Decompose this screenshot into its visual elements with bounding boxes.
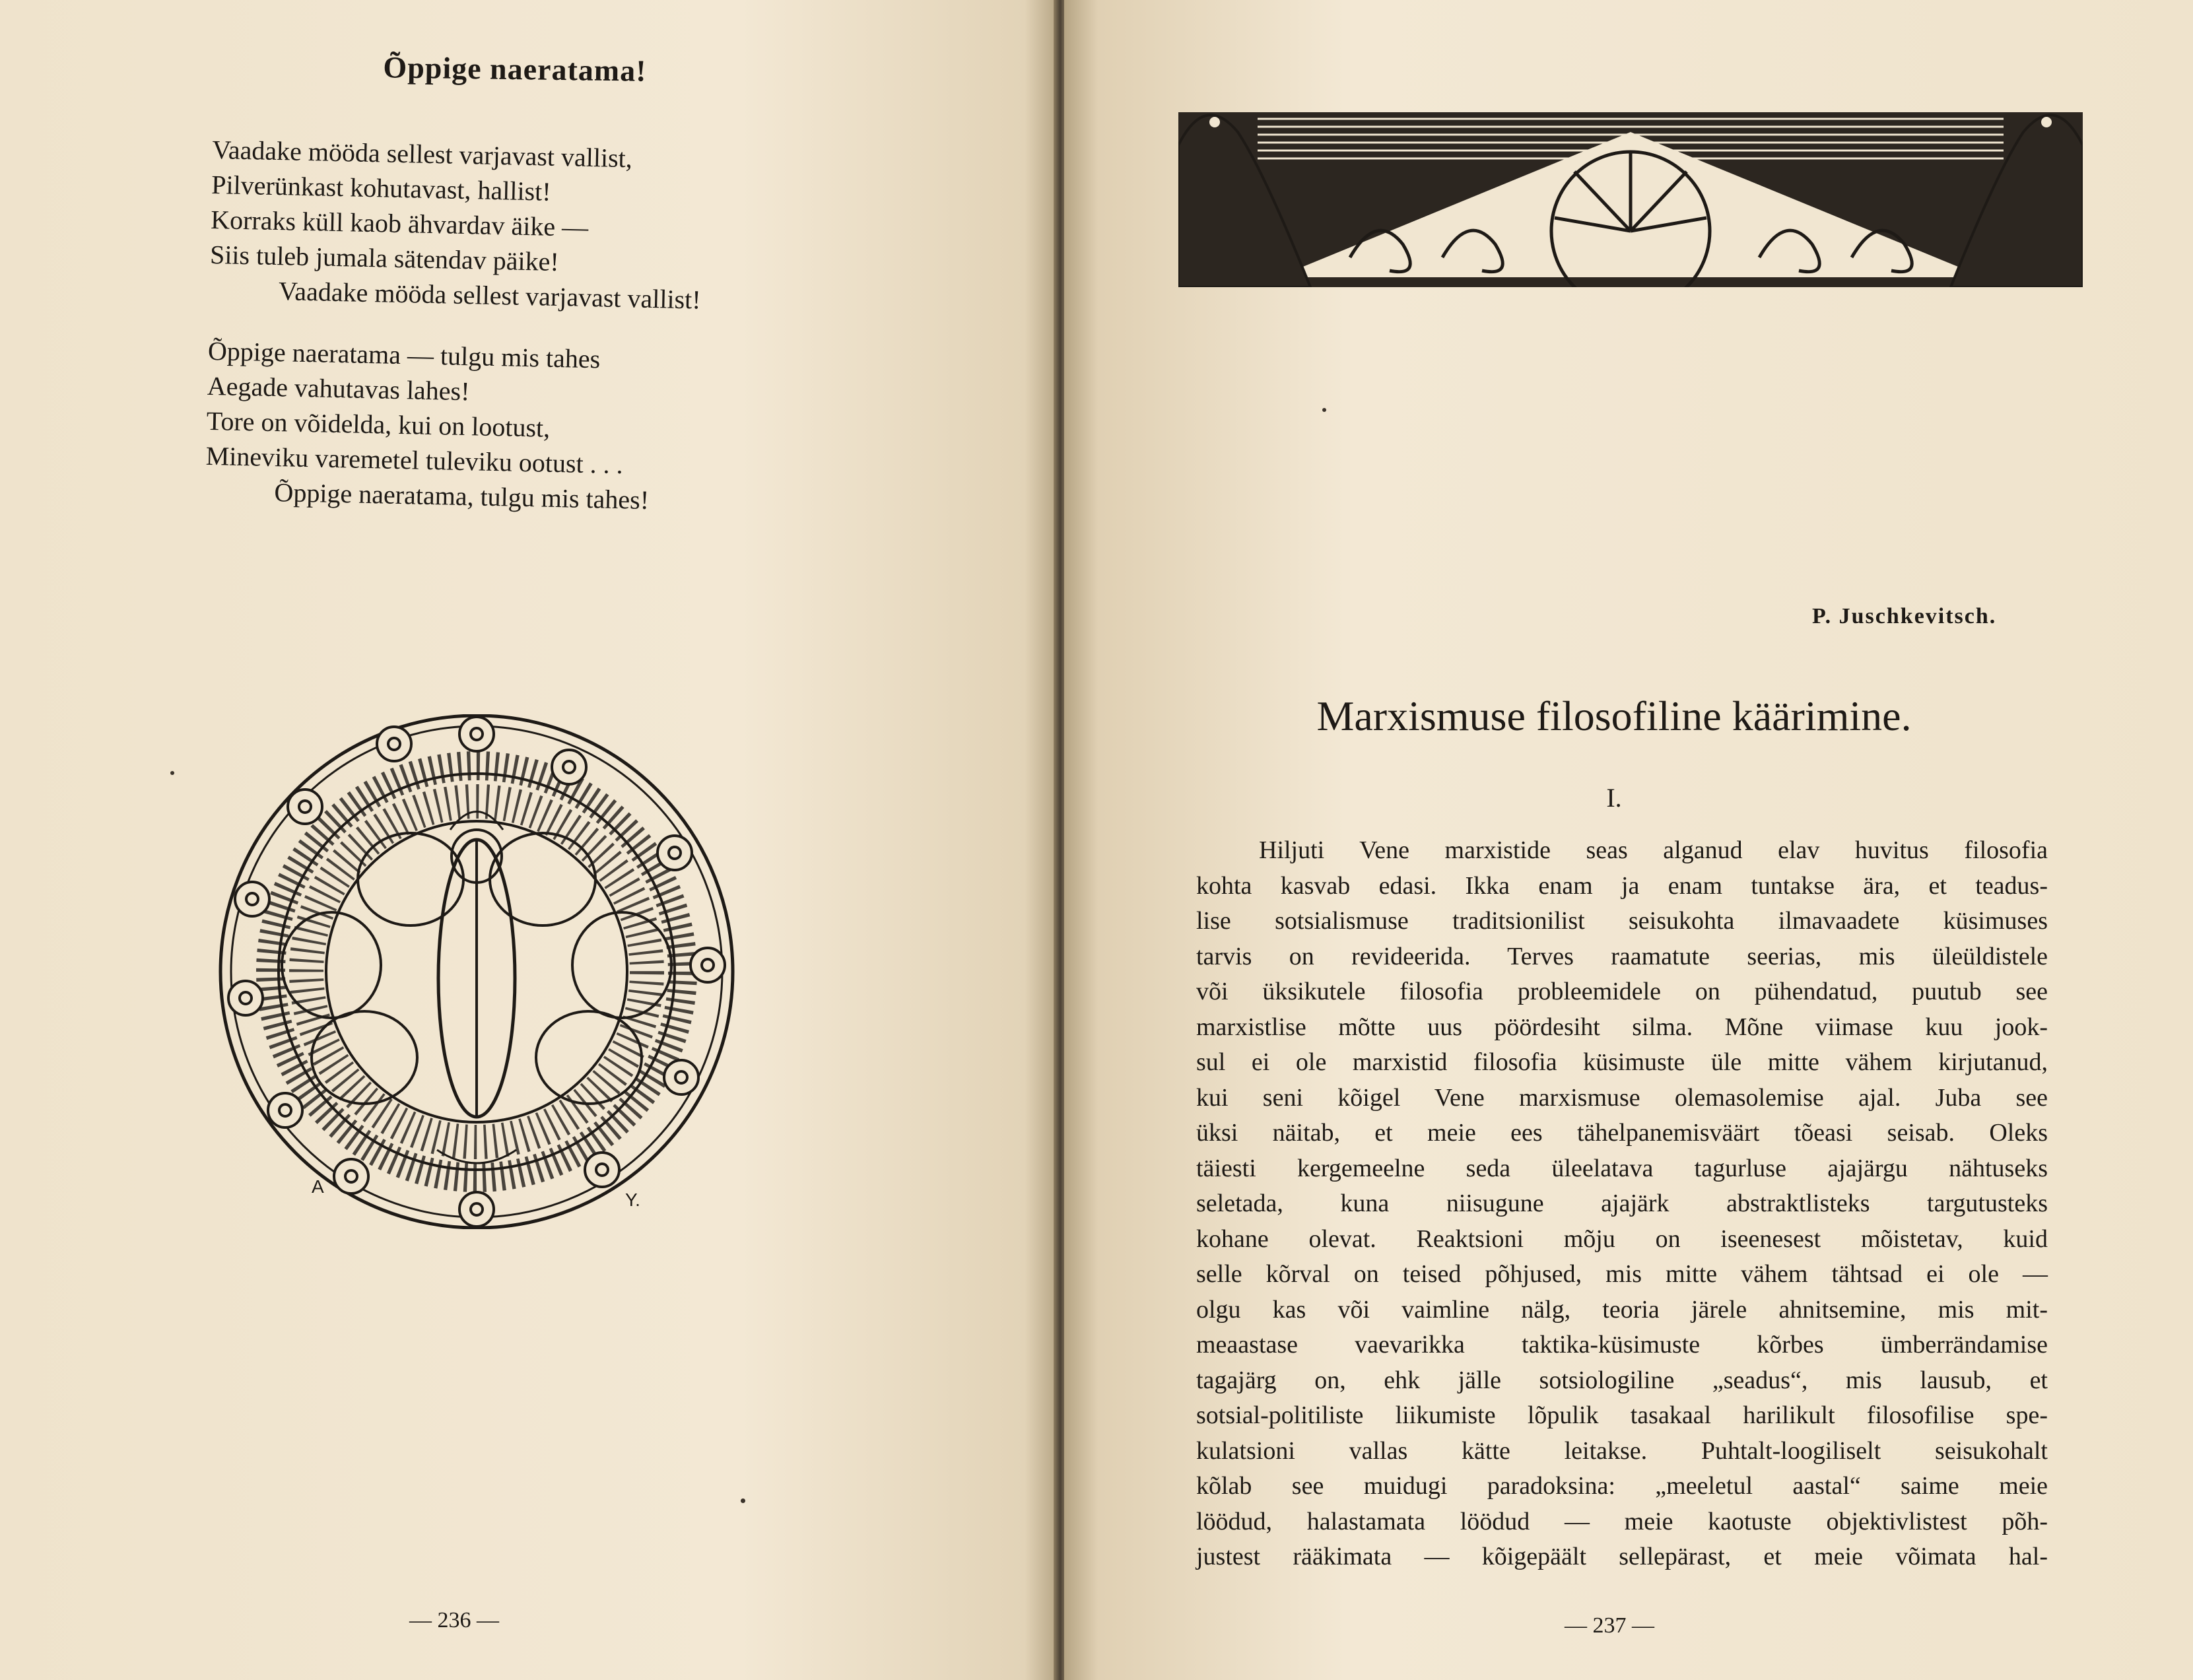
page-number-right: — 237 — [1565,1613,1654,1638]
body-line: sotsial-politiliste liikumiste lõpulik tasakaal harilikult filosofilise spe- [1196,1401,2048,1429]
monogram-left: A [312,1176,324,1197]
poem-line: Pilverünkast kohutavast, hallist! [211,169,552,207]
body-line: tarvis on revideerida. Terves raamatute seerias, mis üleüldistele [1196,942,2048,970]
body-line: meaastase vaevarikka taktika-küsimuste kõrbes ümberrändamise [1196,1331,2048,1359]
poem-title: Õppige naeratama! [383,50,647,88]
poem-line: Korraks küll kaob ähvardav äike — [210,204,589,242]
monogram-right: Y. [625,1190,640,1210]
body-line: üksi näitab, et meie ees tähelpanemisväärt tõeasi seisab. Oleks [1196,1119,2048,1147]
section-number: I. [1606,783,1622,813]
decorative-headpiece-banner-icon [1178,92,2083,287]
body-line: kõlab see muidugi paradoksina: „meeletul aastal“ saime meie [1196,1472,2048,1500]
body-line: marxistlise mõtte uus pöördesiht silma. Mõne viimase kuu jook- [1196,1013,2048,1041]
poem-line: Aegade vahutavas lahes! [207,370,470,407]
poem-line: Vaadake mööda sellest varjavast vallist, [211,134,633,174]
poem-refrain: Vaadake mööda sellest varjavast vallist! [278,276,702,315]
body-line: justest rääkimata — kõigepäält sellepärast, et meie võimata hal- [1196,1543,2048,1570]
poem [205,132,873,522]
body-line: löödud, halastamata löödud — meie kaotuste objektivlistest põh- [1196,1507,2048,1535]
article-title: Marxismuse filosofiline käärimine. [1316,692,1912,739]
poem-line: Mineviku varemetel tuleviku ootust . . . [205,440,624,480]
body-line: olgu kas või vaimline nälg, teoria järele ahnitsemine, mis mit- [1196,1295,2048,1324]
article-body [1196,833,2048,1575]
body-line: lise sotsialismuse traditsionilist seisukohta ilmavaadete küsimuses [1196,907,2048,935]
article-author: P. Juschkevitsch. [1812,604,1997,628]
page-number-left: — 236 — [409,1608,499,1632]
body-line: sul ei ole marxistid filosofia küsimuste üle mitte vähem kirjutanud, [1196,1048,2048,1076]
poem-line: Tore on võidelda, kui on lootust, [206,405,551,443]
body-line: kohane olevat. Reaktsioni mõju on iseenesest mõistetav, kuid [1196,1225,2048,1253]
body-line: seletada, kuna niisugune ajajärk abstraktlisteks targutusteks [1196,1190,2048,1217]
circular-ornament-icon [213,714,741,1229]
poem-line: Siis tuleb jumala sätendav päike! [209,239,560,277]
body-line: kohta kasvab edasi. Ikka enam ja enam tuntakse ära, et teadus- [1196,871,2048,900]
poem-refrain: Õppige naeratama, tulgu mis tahes! [274,477,650,515]
body-line: tagajärg on, ehk jälle sotsiologiline „seadus“, mis lausub, et [1196,1366,2048,1394]
body-line: või üksikutele filosofia probleemidele on pühendatud, puutub see [1196,978,2048,1005]
left-page [0,0,1056,1680]
body-line: kui seni kõigel Vene marxismuse olemasolemise ajal. Juba see [1196,1083,2048,1112]
body-line: täiesti kergemeelne seda üleelatava tagurluse ajajärgu nähtuseks [1196,1154,2048,1182]
body-line: selle kõrval on teised põhjused, mis mitte vähem tähtsad ei ole — [1196,1260,2048,1288]
body-line: Hiljuti Vene marxistide seas alganud elav huvitus filosofia [1259,836,2048,864]
body-line: kulatsioni vallas kätte leitakse. Puhtalt-loogiliselt seisukohalt [1196,1436,2048,1465]
poem-line: Õppige naeratama — tulgu mis tahes [207,335,601,374]
